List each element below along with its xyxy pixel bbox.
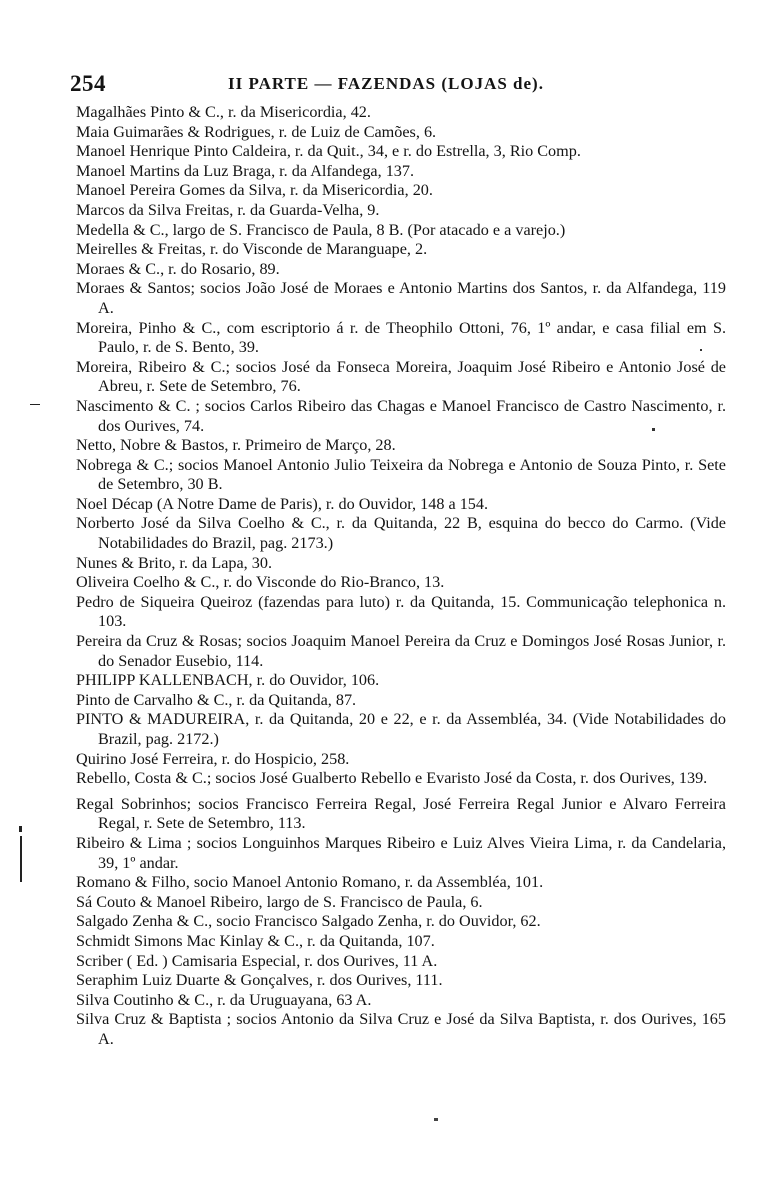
directory-entry: Manoel Martins da Luz Braga, r. da Alfandega, 137. [76,161,415,180]
directory-entry: Quirino José Ferreira, r. do Hospicio, 258. [76,749,350,768]
directory-entry: Moreira, Pinho & C., com escriptorio á r. de Theophilo Ottoni, 76, 1º andar, e casa filial em S. Paulo, r. de S. Bento, 39. [76,318,726,357]
margin-mark [20,836,22,882]
directory-entry: Moraes & Santos; socios João José de Moraes e Antonio Martins dos Santos, r. da Alfandega, 119 A. [76,279,726,317]
directory-entry: Ribeiro & Lima ; socios Longuinhos Marques Ribeiro e Luiz Alves Vieira Lima, r. da Candelaria, 39, 1º andar. [76,833,726,872]
directory-entry: Nobrega & C.; socios Manoel Antonio Julio Teixeira da Nobrega e Antonio de Souza Pinto, r. Sete de Setembro, 30 B. [76,455,726,494]
directory-entry: Regal Sobrinhos; socios Francisco Ferreira Regal, José Ferreira Regal Junior e Alvaro Ferreira Regal, r. Sete de Setembro, 113. [76,794,726,833]
directory-entry: Medella & C., largo de S. Francisco de Paula, 8 B. (Por atacado e a varejo.) [76,220,566,239]
directory-entry: Moraes & C., r. do Rosario, 89. [76,259,280,278]
directory-entry: Pinto de Carvalho & C., r. da Quitanda, 87. [76,690,357,709]
directory-entry: Magalhães Pinto & C., r. da Misericordia, 42. [76,103,371,121]
directory-entry: Romano & Filho, socio Manoel Antonio Romano, r. da Assembléa, 101. [76,873,544,892]
directory-entry: Seraphim Luiz Duarte & Gonçalves, r. dos Ourives, 111. [76,971,443,990]
directory-entry: Scriber ( Ed. ) Camisaria Especial, r. dos Ourives, 11 A. [76,951,438,970]
directory-entry: Silva Cruz & Baptista ; socios Antonio da Silva Cruz e José da Silva Baptista, r. dos Ourives, 165 A. [76,1010,726,1048]
directory-entry: Nascimento & C. ; socios Carlos Ribeiro das Chagas e Manoel Francisco de Castro Nascimento, r. dos Ourives, 74. [76,396,726,435]
directory-entry: Pereira da Cruz & Rosas; socios Joaquim Manoel Pereira da Cruz e Domingos José Rosas Junior, r. do Senador Eusebio, 114. [76,632,726,670]
directory-entries [76,103,726,1050]
directory-entry: Sá Couto & Manoel Ribeiro, largo de S. Francisco de Paula, 6. [76,892,483,911]
directory-entry: Salgado Zenha & C., socio Francisco Salgado Zenha, r. do Ouvidor, 62. [76,912,541,931]
directory-entry: Marcos da Silva Freitas, r. da Guarda-Velha, 9. [76,200,380,219]
running-title: II PARTE — FAZENDAS (LOJAS de). [228,74,544,93]
directory-entry: Pedro de Siqueira Queiroz (fazendas para luto) r. da Quitanda, 15. Communicação telephonica n. 103. [76,592,726,631]
directory-entry: Meirelles & Freitas, r. do Visconde de Maranguape, 2. [76,240,428,259]
directory-entry: Nunes & Brito, r. da Lapa, 30. [76,553,273,572]
directory-entry: Moreira, Ribeiro & C.; socios José da Fonseca Moreira, Joaquim José Ribeiro e Antonio José de Abreu, r. Sete de Setembro, 76. [76,357,726,396]
directory-entry: Norberto José da Silva Coelho & C., r. da Quitanda, 22 B, esquina do becco do Carmo. (Vide Notabilidades do Brazil, pag. 2173.) [76,514,726,553]
directory-entry: Maia Guimarães & Rodrigues, r. de Luiz de Camões, 6. [76,122,437,141]
directory-entry: Manoel Henrique Pinto Caldeira, r. da Quit., 34, e r. do Estrella, 3, Rio Comp. [76,142,581,161]
directory-entry: Netto, Nobre & Bastos, r. Primeiro de Março, 28. [76,436,396,455]
directory-entry: Noel Décap (A Notre Dame de Paris), r. do Ouvidor, 148 a 154. [76,494,489,513]
directory-entry: Rebello, Costa & C.; socios José Gualberto Rebello e Evaristo José da Costa, r. dos Ourives, 139. [76,769,708,788]
directory-entry: PHILIPP KALLENBACH, r. do Ouvidor, 106. [76,671,380,690]
directory-entry: Oliveira Coelho & C., r. do Visconde do Rio-Branco, 13. [76,573,445,592]
directory-entry: Silva Coutinho & C., r. da Uruguayana, 63 A. [76,990,372,1009]
directory-entry: Manoel Pereira Gomes da Silva, r. da Misericordia, 20. [76,181,433,200]
ink-speck [434,1118,438,1121]
page-header [70,71,710,101]
margin-dash [30,404,40,405]
ink-speck [700,349,702,351]
page-number: 254 [70,71,106,96]
ink-speck [652,428,655,431]
directory-entry: PINTO & MADUREIRA, r. da Quitanda, 20 e 22, e r. da Assembléa, 34. (Vide Notabilidades do Brazil, pag. 2172.) [76,710,726,748]
margin-mark [19,826,22,832]
directory-entry: Schmidt Simons Mac Kinlay & C., r. da Quitanda, 107. [76,931,435,950]
